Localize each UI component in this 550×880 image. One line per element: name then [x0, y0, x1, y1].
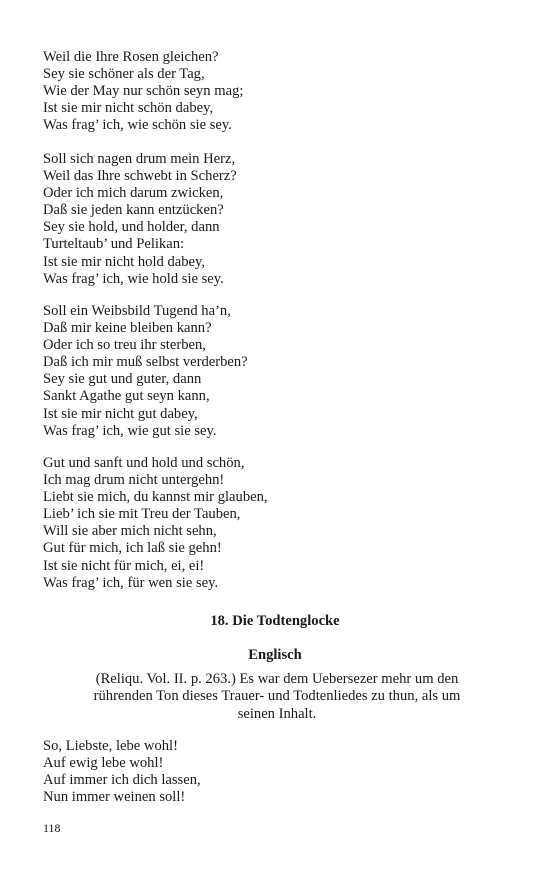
verse-line: Soll sich nagen drum mein Herz, — [43, 151, 236, 167]
stanza — [43, 151, 513, 288]
verse-line: Gut und sanft und hold und schön, — [43, 455, 245, 471]
verse-line: Sankt Agathe gut seyn kann, — [43, 388, 210, 405]
verse-line: Lieb’ ich sie mit Treu der Tauben, — [43, 506, 241, 523]
verse-line: Oder ich so treu ihr sterben, — [43, 337, 206, 354]
stanza — [43, 455, 513, 592]
verse-line: Sey sie gut und guter, dann — [43, 371, 202, 388]
note-line: rührenden Ton dieses Trauer- und Todtenliedes zu thun, als um — [93, 688, 461, 705]
verse-line: Auf ewig lebe wohl! — [43, 755, 164, 772]
verse-line: Sey sie hold, und holder, dann — [43, 219, 220, 236]
verse-line: Oder ich mich darum zwicken, — [43, 185, 224, 202]
verse-line: Auf immer ich dich lassen, — [43, 772, 201, 789]
verse-line: Soll ein Weibsbild Tugend ha’n, — [43, 303, 231, 319]
stanza — [43, 738, 513, 806]
verse-line: Was frag’ ich, wie schön sie sey. — [43, 117, 232, 134]
section-subtitle: Englisch — [248, 647, 302, 663]
section-title: 18. Die Todtenglocke — [210, 613, 340, 629]
note-line: seinen Inhalt. — [237, 705, 317, 722]
verse-line: Daß mir keine bleiben kann? — [43, 320, 212, 337]
verse-line: Ist sie mir nicht gut dabey, — [43, 405, 198, 422]
verse-line: Was frag’ ich, wie gut sie sey. — [43, 422, 217, 439]
verse-line: So, Liebste, lebe wohl! — [43, 738, 178, 754]
verse-line: Was frag’ ich, wie hold sie sey. — [43, 270, 224, 287]
verse-line: Nun immer weinen soll! — [43, 789, 186, 806]
editorial-note — [43, 671, 511, 723]
verse-line: Weil das Ihre schwebt in Scherz? — [43, 168, 237, 185]
verse-line: Turteltaub’ und Pelikan: — [43, 236, 185, 253]
verse-line: Ist sie mir nicht hold dabey, — [43, 253, 205, 270]
verse-line: Ich mag drum nicht untergehn! — [43, 472, 225, 489]
verse-line: Daß ich mir muß selbst verderben? — [43, 354, 248, 371]
verse-line: Gut für mich, ich laß sie gehn! — [43, 540, 222, 557]
verse-line: Sey sie schöner als der Tag, — [43, 66, 205, 83]
verse-line: Liebt sie mich, du kannst mir glauben, — [43, 489, 268, 506]
verse-line: Will sie aber mich nicht sehn, — [43, 523, 217, 540]
stanza — [43, 49, 513, 134]
verse-line: Wie der May nur schön seyn mag; — [43, 83, 244, 100]
verse-line: Ist sie nicht für mich, ei, ei! — [43, 557, 205, 574]
verse-line: Ist sie mir nicht schön dabey, — [43, 100, 214, 117]
note-line: (Reliqu. Vol. II. p. 263.) Es war dem Uebersezer mehr um den — [95, 671, 459, 687]
verse-line: Daß sie jeden kann entzücken? — [43, 202, 224, 219]
verse-line: Weil die Ihre Rosen gleichen? — [43, 49, 219, 65]
stanza — [43, 303, 513, 440]
verse-line: Was frag’ ich, für wen sie sey. — [43, 574, 219, 591]
page-number: 118 — [43, 821, 61, 835]
